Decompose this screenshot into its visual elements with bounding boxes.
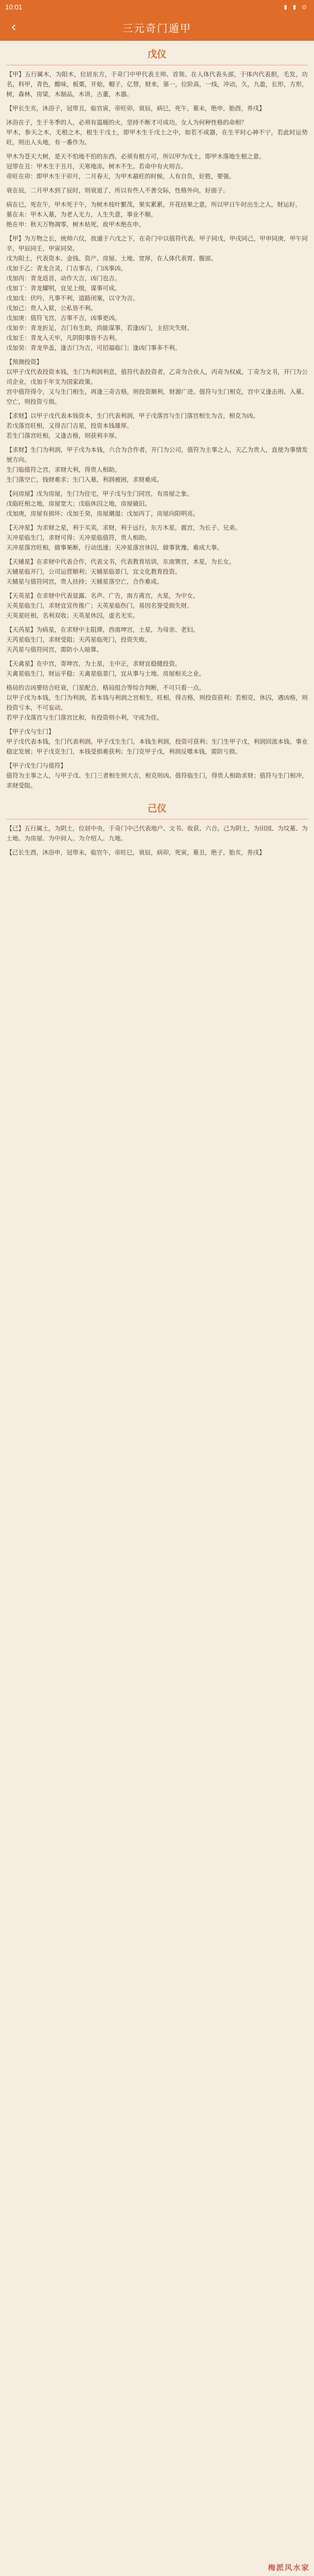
- entry: [6, 445, 308, 485]
- entry: [6, 761, 308, 791]
- entry: [6, 357, 308, 407]
- entry: [6, 557, 308, 587]
- entry-text: 【天冲星】为求财之星，利于买卖，求财，利于远行，东方木星，震宫，为长子、兄弟。 天冲星临生门，求财可得；天冲星临值符，贵人相助。 天冲星落宫旺相，做事果断，行动迅速；天冲星落宫休囚，做事犹豫，难成大事。: [6, 524, 241, 551]
- entry: [6, 625, 308, 655]
- section-title: 己仪: [148, 803, 166, 814]
- entry-text: 【天英星】在求财中代表显露、名声、广告，南方离宫，火星，为中女。 天英星临生门，求财宜宣传推广；天英星临伤门，易因名誉受损失财。 天英星旺相，名利双收；天英星休囚，虚名无实。: [6, 592, 199, 619]
- chevron-left-icon[interactable]: ‹: [10, 19, 17, 35]
- entry: [6, 591, 308, 621]
- app-header: [0, 14, 314, 41]
- entry: [6, 523, 308, 553]
- entry-text: 【己】五行属土，为阴土，位居中央，于奇门中己代表地户、文书、收获、六合。己为阴土，为田园、为坟墓、为土地、为房屋、为中间人、为介绍人、九地。: [6, 825, 308, 842]
- article-content[interactable]: [0, 41, 314, 858]
- section-wu: [6, 41, 308, 791]
- entry-text: 【己长生酉，沐浴申，冠带未，临官午，帝旺巳，衰辰，病卯，死寅，墓丑，绝子，胎亥，养戌】: [6, 849, 265, 856]
- entry: [6, 70, 308, 99]
- entry-text: 沐浴在子，生于冬季的人，必须有温暖的火，坚持不断才可成功。女人为何种性格的命相？ 甲木，参天之木，无根之木，根生于戊土，即甲木生于戊土之中，如若不成器，在生平时心神不宁，若此时运势旺，则出人头地，有一番作为。: [6, 119, 308, 146]
- entry: [6, 824, 308, 844]
- entry-text: 【甲子戊与生门】 甲子戊代表本钱，生门代表利润。甲子戊生生门，本钱生利润，投资可获利；生门生甲子戊，利润回流本钱，事业稳定发展；甲子戊克生门，本钱受损难获利；生门克甲子戊，利润反噬本钱，需防亏损。: [6, 728, 308, 755]
- entry: [6, 683, 308, 723]
- entry: [6, 489, 308, 519]
- status-time: 10:01: [5, 3, 23, 11]
- entry-text: 【天芮星】为病星，在求财中主阻滞，西南坤宫，土星，为母亲、老妇。 天芮星临生门，求财受阻；天芮星临死门，投资失败。 天芮星与值符同宫，需防小人暗算。: [6, 626, 199, 653]
- section-ji: [6, 795, 308, 858]
- entry-text: 【求财】生门为利润，甲子戊为本钱，六合为合作者，开门为公司，值符为主事之人，天乙为贵人，直使为事情发展方向。 生门临值符之宫，求财大利，得贵人相助。 生门落空亡，钱财难求；生门入墓，利润被困，求财难成。: [6, 446, 308, 483]
- entry: [6, 848, 308, 858]
- entry: [6, 659, 308, 679]
- entry-text: 甲木为苍天大树，是天不怕地不怕的东西，必须有根方可，所以甲为戊土，即甲木落地生根之意。 冠带在丑：甲木生于丑月，天寒地冻，树木不生。若命中有火则吉。 帝旺在卯：即甲木生于卯月，二月春天，为甲木最旺的时候，人有自负，好胜，要强。: [6, 153, 265, 180]
- entry: [6, 200, 308, 230]
- entry: [6, 727, 308, 757]
- entry-text: 病在巳，死在午，甲木死于午，为树木枝叶繁茂，果实累累，开花结果之意，所以甲日午时出生之人，财运好。 墓在未：甲木入墓，为老人无力，人生失意，事业不顺。 绝在申：秋天万物凋零，树木枯死，故甲木绝在申。: [6, 201, 301, 228]
- entry-text: 【问房屋】戊为房屋，生门为住宅，甲子戊与生门同宫，有房屋之象。 戊临旺相之地，房屋宽大；戊临休囚之地，房屋破旧。 戊加庚，房屋有损坏；戊加壬癸，房屋潮湿；戊加丙丁，房屋向阳明亮。: [6, 490, 199, 517]
- entry-text: 【甲子戊生门与值符】 值符为主事之人，与甲子戊、生门三者相生则大吉，相克则凶。值符临生门，得贵人相助求财；值符与生门相冲，求财受阻。: [6, 762, 308, 789]
- entry-text: 【求财】以甲子戊代表本钱资本，生门代表利润，甲子戊落宫与生门落宫相生为吉，相克为凶。 若戊落宫旺相，又得吉门吉星，投资本钱雄厚。 若生门落宫旺相，又逢吉格，则获利丰厚。: [6, 412, 259, 439]
- page-title: 三元奇门遁甲: [122, 21, 192, 35]
- status-icons: ▮ ▮ ⊙: [284, 4, 309, 10]
- entry-text: 【甲长生亥，沐浴子，冠带丑，临官寅，帝旺卯，衰辰，病巳，死午，墓未，绝申，胎酉，养戌】: [6, 105, 265, 112]
- entry: [6, 234, 308, 353]
- entry-text: 【天禽星】在中宫，寄坤宫，为土星，主中正，求财宜稳健投资。 天禽星临生门，财运平稳；天禽星临景门，宜从事与土地、房屋相关之业。: [6, 660, 205, 677]
- entry-text: 【甲】五行属木，为阳木，位居东方，于奇门中甲代表主帅、首领、在人体代表头部，于体内代表胆，毛发，功名，科甲，青色，酸味，板栗，开始，帽子，亿替，财来，第一，位阶高，一线，冲动，久，九盈，长形，方形，树，森林，房梁，木制品，木讲，古董，木器。: [6, 71, 308, 98]
- entry: [6, 104, 308, 113]
- watermark: 梅派风水家: [268, 2564, 310, 2572]
- entry: [6, 186, 308, 196]
- entry: [6, 152, 308, 181]
- status-bar: [0, 0, 314, 14]
- entry: [6, 411, 308, 441]
- entry-text: 【甲】为万物之长，统帅六仪，故遁于六戊之下，在奇门中以值符代表。甲子同戊，甲戌同己，甲申同庚，甲午同辛，甲辰同壬，甲寅同癸。 戊为阳土，代表资本、金钱、资产、房屋、土地、宽厚，在人体代表胃、腹部。 戊加于乙：青龙合灵，门吉事吉，门凶事凶。 戊加丙：青龙返首，动作大吉，凶门也吉。 戊加丁：青龙耀明，宜见上级，谋事可成。 戊加戊：伏吟，凡事不利，道路闭塞，以守为吉。 戊加己：贵人入狱，公私皆不利。 戊加庚：值符飞宫，吉事不吉，凶事更凶。 戊加辛：青龙折足，吉门有生助，尚能谋事，若逢凶门，主招灾失财。 戊加壬：青龙入天牢，凡阴阳事皆不吉利。 戊加癸：青龙华盖，逢吉门为吉，可招福临门；逢凶门事多不利。: [6, 235, 308, 351]
- entry: [6, 118, 308, 147]
- section-title: 戊仪: [148, 49, 166, 60]
- entry-text: 【天辅星】在求财中代表合作，代表文书，代表教育培训，东南巽宫，木星，为长女。 天辅星临开门，公司运营顺利；天辅星临景门，宜文化教育投资。 天辅星与值符同宫，贵人扶持；天辅星落空亡，合作难成。: [6, 558, 235, 585]
- entry-text: 格局的吉凶要结合旺衰，门星配合，格局组合等综合判断，不可只看一点。 以甲子戊为本钱，生门为利润，若本钱与利润之宫相生，旺相，得吉格，则投资获利；若相克，休囚，遇凶格，则投资亏本，不可妄动。 若甲子戊落宫与生门落宫比和，有投资则小利，守成为佳。: [6, 684, 308, 721]
- entry-text: 衰在辰，二月甲木到了辰时，则衰退了，所以有些人不善交际，性格外向，好面子。: [6, 187, 229, 194]
- entry-text: 【预测投资】 以甲子戊代表投资本钱，生门为利润利息，值符代表投资者，乙奇为合伙人，丙奇为权威，丁奇为文书，开门为公司企业，戊加于年支为国家政策。 宫中值符得令，又与生门相生，再逢三奇吉格，则投资顺利，财源广进。值符与生门相克，宫中又逢击刑、入墓、空亡，则投资亏损。: [6, 358, 308, 405]
